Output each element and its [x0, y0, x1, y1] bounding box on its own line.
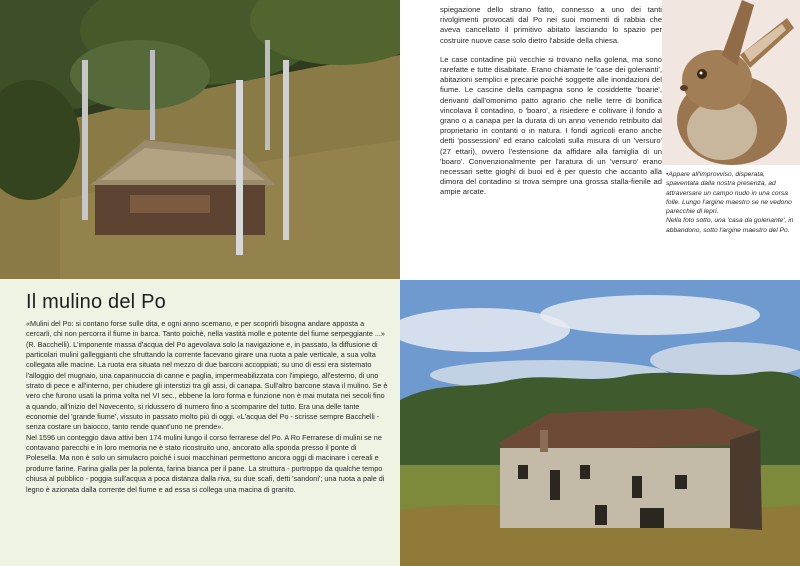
article-paragraph: spiegazione dello strano fatto, connesso a uno dei tanti rivolgimenti provocati dal Po nei suoi momenti di rabbia che aveva cancellato il primitivo abitato lasciando lo spazio per costruire nuove case solo dietro l'abside della chiesa. [440, 5, 662, 45]
abandoned-farmhouse-photo [400, 280, 800, 566]
article-text [440, 5, 662, 207]
section-title: Il mulino del Po [26, 291, 166, 313]
section-paragraph: Nel 1596 un conteggio dava attivi ben 174 mulini lungo il corso ferrarese del Po. A Ro Ferrarese di mulini se ne contavano parecchi e in loro memoria ne è stato ricostruito uno, ancorato alla sponda presso il ponte di Polesella. Ma non è solo un simulacro poiché i suoi macchinari permettono ancora oggi di macinare i cereali e produrre farine. Farina gialla per la polenta, farina bianca per il pane. La struttura - purtroppo da qualche tempo chiusa al pubblico - poggia sull'acqua a poca distanza dalla riva, su due scafi, detti 'sandoni'; una ruota a pale di legno è azionata dalla corrente del fiume e ad essa si collega una macina di granito. [26, 432, 385, 494]
hare-illustration [662, 0, 800, 165]
article-paragraph: Le case contadine più vecchie si trovano nella golena, ma sono rarefatte e tutte disabitate. Erano chiamate le 'case dei golenanti', abitazioni semplici e precarie poiché soggette alle inondazioni del fiume. Le cascine della campagna sono le cosiddette 'boarie', derivanti dall'omonimo patto agrario che nelle terre di bonifica vincolava il contadino, o 'boaro', a risiedere e coltivare il fondo a grano o a canapa per la durata di un anno venendo retribuito dal proprietario in contanti o in natura. I fondi agricoli erano anche detti 'possessioni' ed erano calcolati sulla misura di un 'versuro' (27 ettari), ovvero l'estensione da affidare alla famiglia di un 'boaro'. Convenzionalmente per l'aratura di un 'versuro' erano necessari sette gioghi di buoi ed è per questo che accanto alla dimora del contadino si trova sempre una grossa stalla-fienile ad ampie arcate. [440, 54, 662, 197]
farmhouse-caption-text: Nella foto sotto, una 'casa da golenante', in abbandono, sotto l'argine maestro del Po. [666, 217, 794, 234]
section-paragraph: «Mulini del Po: si contano forse sulle dita, e ogni anno scemano, e per scoprirli bisogna andare apposta a cercarli, chi non percorra il fiume in barca. Tanto poichè, nella vastità molle e potente del fiume serpeggiante ...» (R. Bacchelli). L'imponente massa d'acqua del Po agevolava solo la navigazione e, in passato, la diffusione di particolari mulini galleggianti che sfruttando la corrente facevano girare una ruota a pale verticale, a sua volta collegata alle macine. La ruota era situata nel mezzo di due barconi accoppiati; su uno di essi era sistemato l'alloggio del mugnaio, una capannuccia di canne e paglia, impermeabilizzata con l'impiego, all'esterno, di uno strato di pece e all'interno, per chiudere gli interstizi tra gli assi, di canapa. Sull'altro barcone stava il mulino. Se è vero che furono usati la prima volta nel VI sec., ebbene la loro forma e funzione non è mai mutata nei secoli fino a quando, all'inizio del Novecento, si ridussero di numero fino a scomparire del tutto. Era una delle tante economie del 'grande fiume', vissuto in passato molto più di oggi. «L'acqua del Po - scrisse sempre Bacchelli - senza costare un baiocco, tanto rende quant'uno ne prende». [26, 319, 388, 432]
photo-caption [666, 170, 796, 235]
section-body [26, 319, 388, 495]
mulino-section [0, 279, 400, 566]
hare-caption-text: •Appare all'improvviso, disperata, spaventata dalla nostra presenza, ad attraversare un campo nudo in una corsa folle. Lungo l'argine maestro se ne vedono parecchie di lepri. [666, 171, 792, 216]
floating-mill-photo [0, 0, 400, 279]
